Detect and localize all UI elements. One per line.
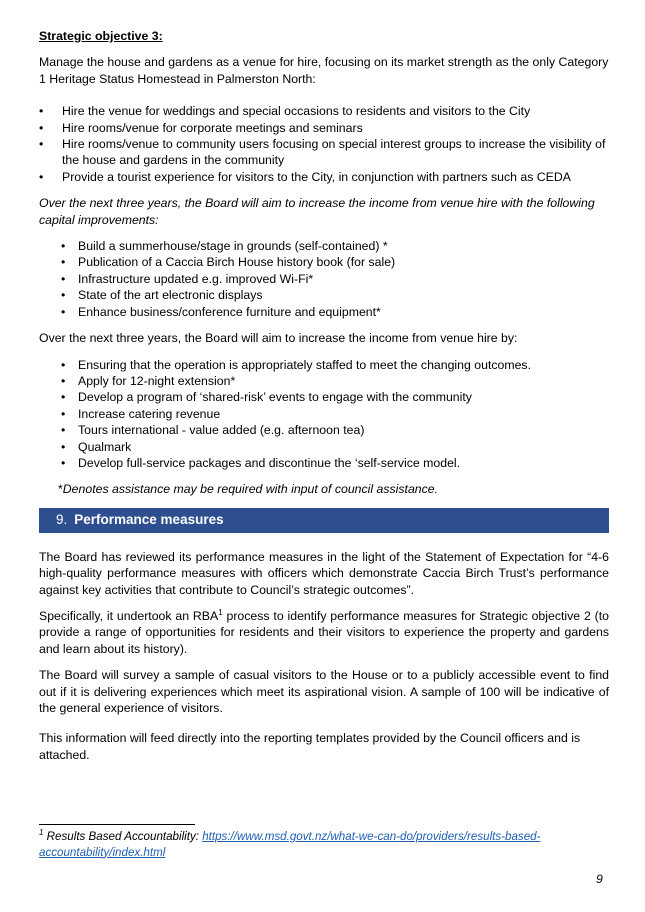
paragraph-survey: The Board will survey a sample of casual visitors to the House or to a publicly accessible event to find out if it is delivering experiences which meet its aspirational vision. A sample of 100 will be indicative of the general experience of visitors.: [39, 668, 609, 715]
footnote-ref[interactable]: 1: [218, 607, 223, 617]
paragraph-review: The Board has reviewed its performance measures in the light of the Statement of Expectation for “4-6 high-quality performance measures with officers which demonstrate Caccia Birch Trust’s performance against key activities that contribute to Council’s strategic outcomes”.: [39, 549, 609, 597]
objective-heading: Strategic objective 3:: [39, 29, 163, 43]
section-title: Performance measures: [74, 512, 224, 528]
list-item: • Publication of a Caccia Birch House history book (for sale): [61, 254, 609, 270]
capital-intro: Over the next three years, the Board will aim to increase the income from venue hire with the following capital improvements:: [39, 196, 595, 227]
income-items: [61, 357, 609, 472]
list-item: • Increase catering revenue: [61, 406, 609, 422]
footnote-link[interactable]: https://www.msd.govt.nz/what-we-can-do/providers/results-based-accountability/index.html: [39, 830, 541, 859]
income-intro: Over the next three years, the Board will aim to increase the income from venue hire by:: [39, 331, 518, 346]
paragraph-rba: [39, 608, 609, 657]
footnote: [39, 829, 599, 860]
footnote-text: Results Based Accountability:: [43, 830, 203, 843]
objective-bullets: [39, 103, 609, 185]
list-item: • State of the art electronic displays: [61, 287, 609, 303]
list-item: • Build a summerhouse/stage in grounds (self-contained) *: [61, 238, 609, 254]
assistance-note: [58, 481, 609, 497]
rba-text-b: process to identify performance measures for Strategic objective 2 (to provide a range of opportunities for residents and their visitors to experience the property and gardens and learn about its history).: [39, 608, 610, 656]
list-item: • Infrastructure updated e.g. improved Wi-Fi*: [61, 271, 609, 287]
note-star: *: [58, 482, 63, 497]
rba-text-a: Specifically, it undertook an RBA: [39, 608, 219, 623]
list-item: • Provide a tourist experience for visitors to the City, in conjunction with partners such as CEDA: [39, 169, 609, 185]
section-number: 9.: [56, 512, 68, 528]
list-item: • Apply for 12-night extension*: [61, 373, 609, 389]
note-text: Denotes assistance may be required with input of council assistance.: [62, 482, 439, 497]
page-number: 9: [596, 872, 603, 886]
list-item: • Enhance business/conference furniture and equipment*: [61, 304, 609, 320]
list-item: • Ensuring that the operation is appropriately staffed to meet the changing outcomes.: [61, 357, 609, 373]
list-item: • Develop full-service packages and discontinue the ‘self-service model.: [61, 455, 609, 471]
section-heading-bar: [39, 508, 609, 533]
list-item: • Hire rooms/venue for corporate meetings and seminars: [39, 120, 609, 136]
list-item: • Develop a program of ‘shared-risk’ events to engage with the community: [61, 389, 609, 405]
list-item: • Tours international - value added (e.g. afternoon tea): [61, 422, 609, 438]
page-content: [39, 28, 609, 763]
footnote-mark: 1: [39, 828, 44, 838]
paragraph-reporting: This information will feed directly into the reporting templates provided by the Council officers and is attached.: [39, 731, 581, 762]
list-item: • Qualmark: [61, 439, 609, 455]
objective-intro: Manage the house and gardens as a venue for hire, focusing on its market strength as the only Category 1 Heritage Status Homestead in Palmerston North:: [39, 55, 609, 86]
list-item: • Hire rooms/venue to community users focusing on special interest groups to increase the visibility of the house and gardens in the community: [39, 136, 609, 169]
list-item: • Hire the venue for weddings and special occasions to residents and visitors to the City: [39, 103, 609, 119]
footnote-divider: [39, 824, 195, 825]
capital-items: [61, 238, 609, 320]
